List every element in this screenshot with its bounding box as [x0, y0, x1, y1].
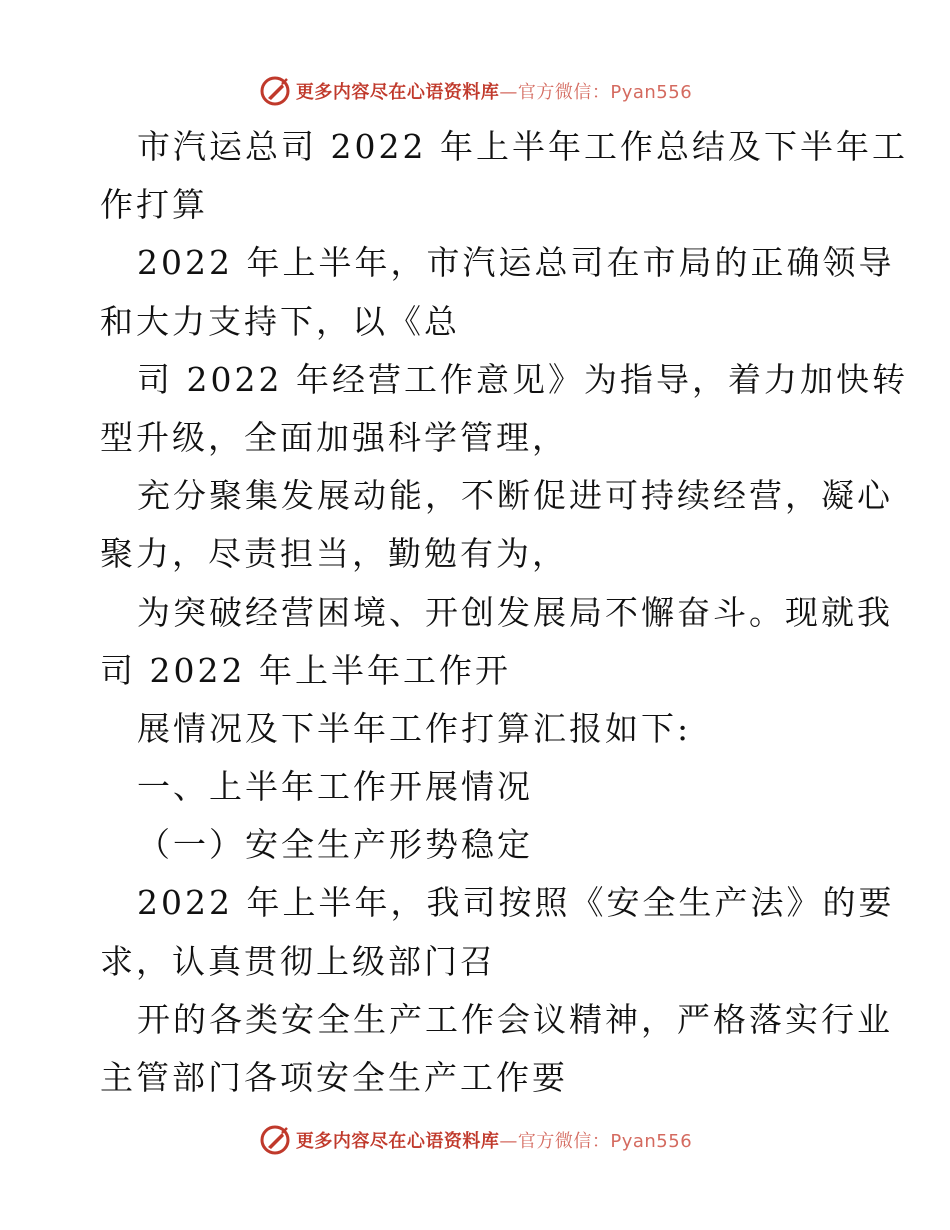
document-body	[100, 118, 908, 1107]
banner-text: 更多内容尽在心语资料库—官方微信：Pyan556	[295, 82, 693, 103]
section-heading: 一、上半年工作开展情况	[137, 767, 533, 807]
watermark-banner-bottom	[0, 1120, 950, 1160]
watermark-banner-top	[0, 71, 950, 111]
title-line-2: 作打算	[100, 185, 208, 225]
title-line-1: 市汽运总司 2022 年上半年工作总结及下半年工	[137, 127, 908, 166]
body-line: 司 2022 年经营工作意见》为指导，着力加快转	[137, 359, 908, 399]
body-line: 开的各类安全生产工作会议精神，严格落实行业	[137, 999, 893, 1039]
body-line: 主管部门各项安全生产工作要	[100, 1058, 568, 1097]
body-line: 2022 年上半年，我司按照《安全生产法》的要	[137, 883, 895, 923]
body-line: 司 2022 年上半年工作开	[100, 650, 511, 690]
body-line: 展情况及下半年工作打算汇报如下:	[137, 708, 692, 748]
banner-text: 更多内容尽在心语资料库—官方微信：Pyan556	[295, 1131, 693, 1152]
body-line: 型升级，全面加强科学管理，	[100, 417, 568, 457]
subsection-heading: （一）安全生产形势稳定	[137, 825, 533, 865]
body-line: 充分聚集发展动能，不断促进可持续经营，凝心	[137, 476, 893, 516]
quill-logo-icon	[258, 74, 292, 108]
body-line: 求，认真贯彻上级部门召	[100, 941, 496, 981]
body-line: 2022 年上半年，市汽运总司在市局的正确领导	[137, 243, 895, 283]
quill-logo-icon	[258, 1123, 292, 1157]
body-line: 和大力支持下，以《总	[100, 301, 460, 341]
body-line: 为突破经营困境、开创发展局不懈奋斗。现就我	[137, 592, 893, 632]
body-line: 聚力，尽责担当，勤勉有为，	[100, 534, 568, 574]
